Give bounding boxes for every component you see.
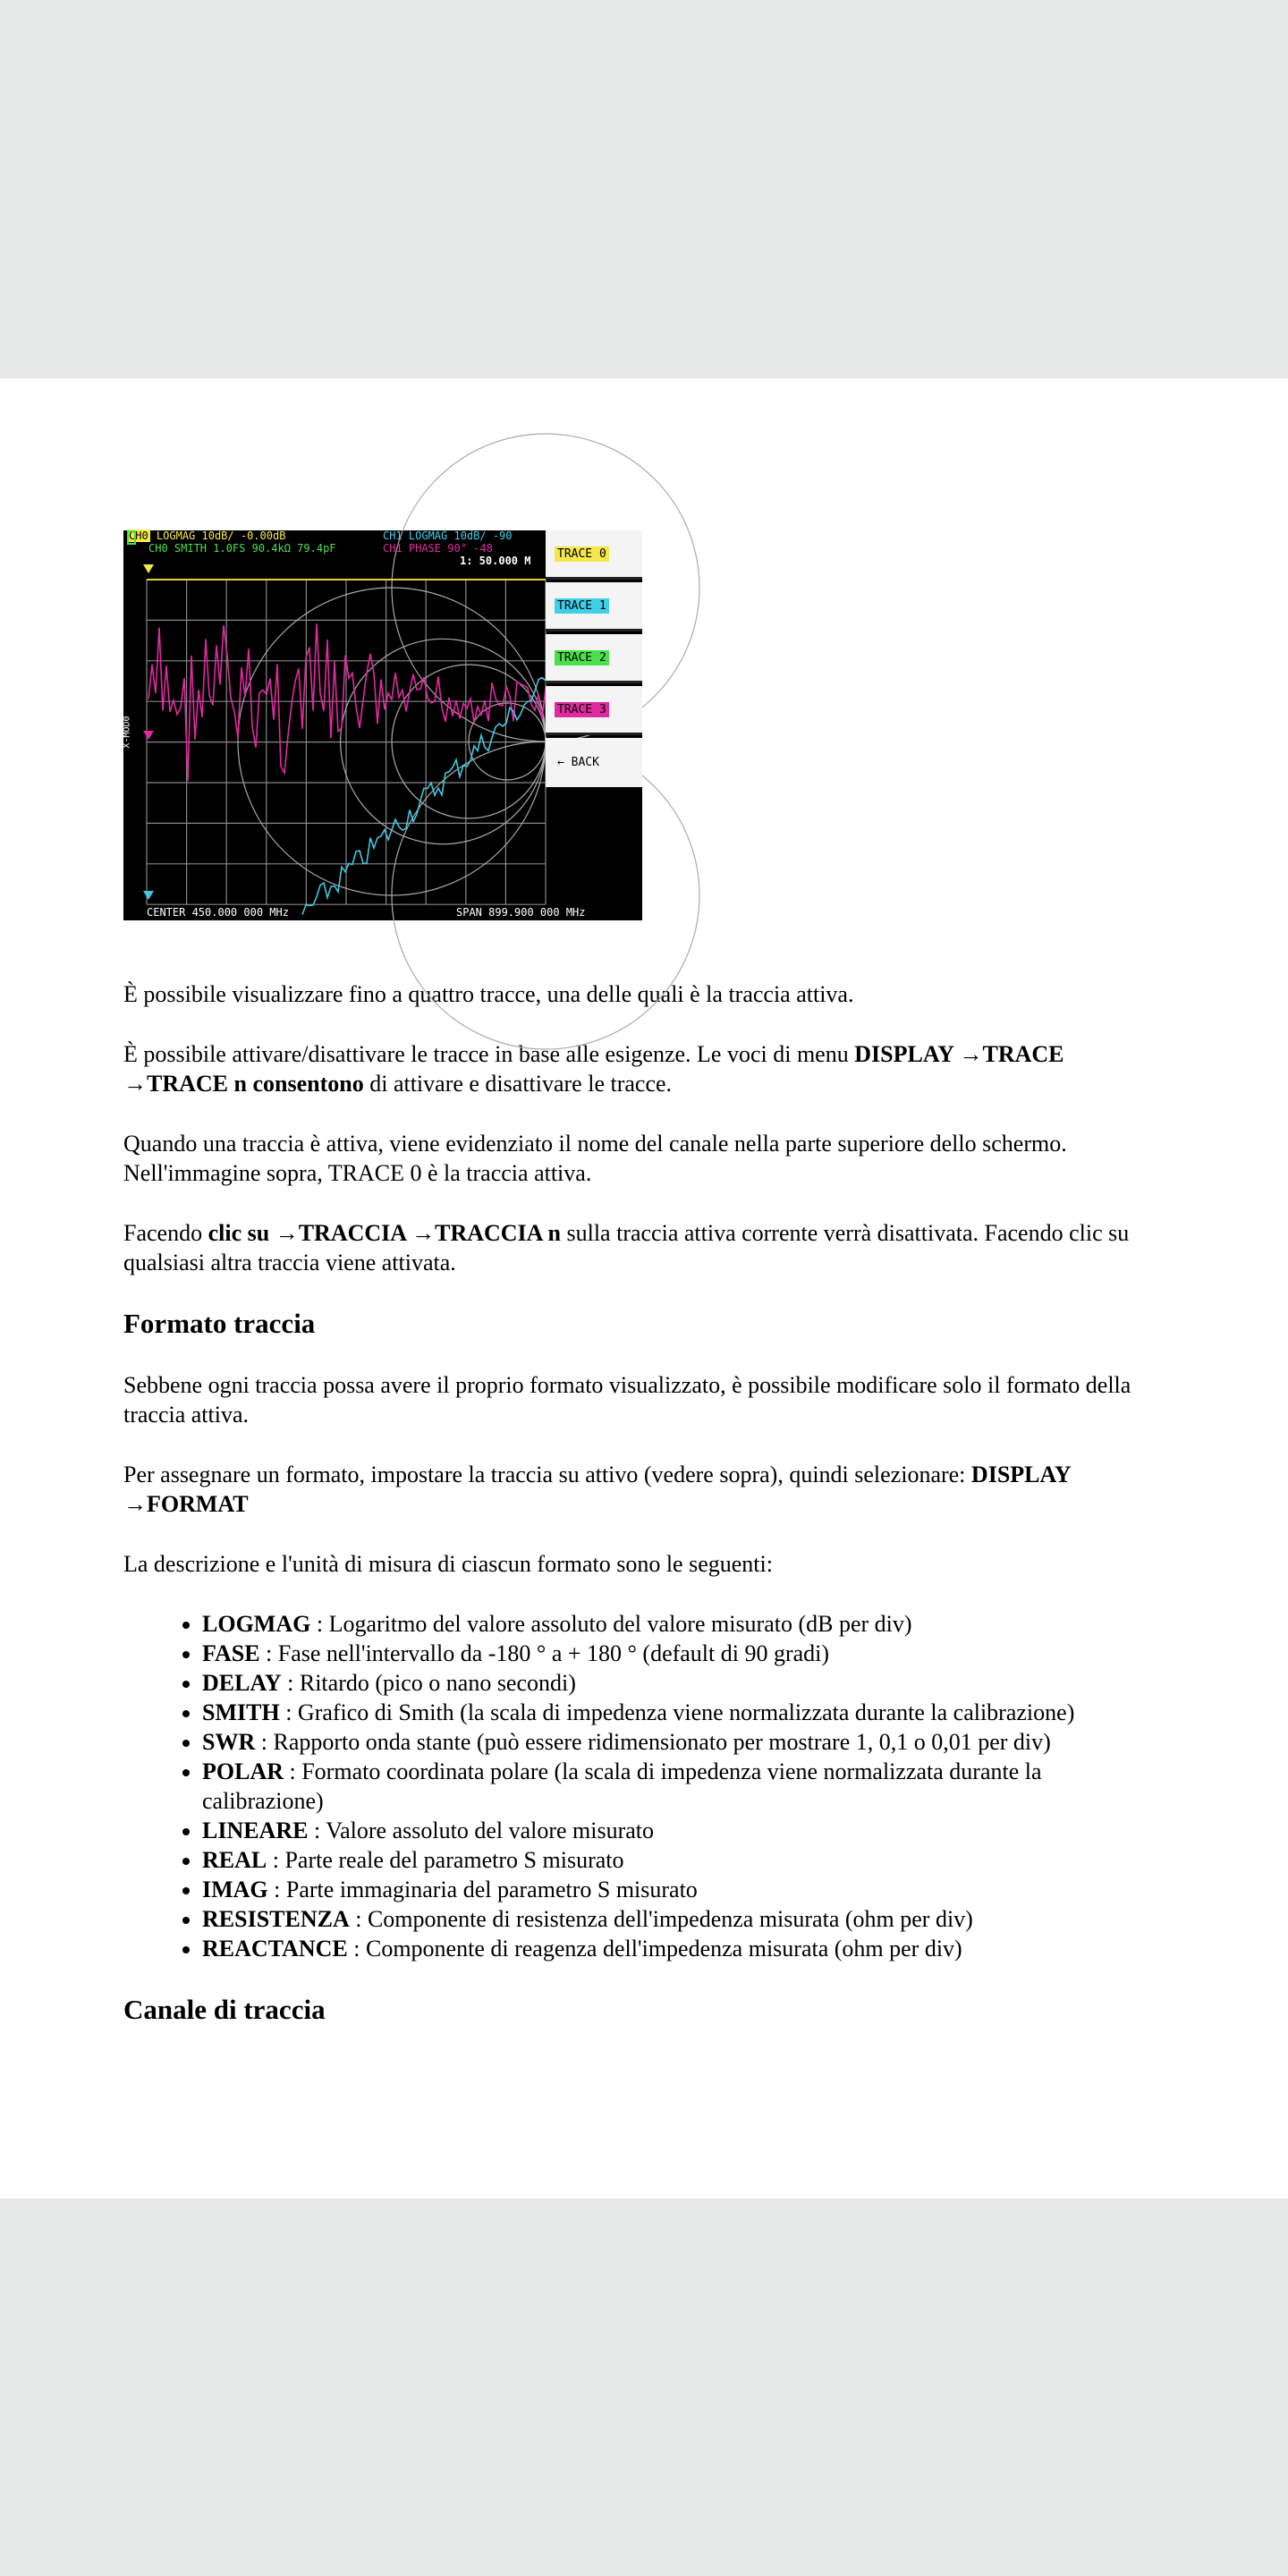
menu-trace-1-button[interactable]: TRACE 1 — [546, 582, 642, 631]
center-frequency: CENTER 450.000 000 MHz — [147, 906, 289, 919]
paragraph-format-assign: Per assegnare un formato, impostare la traccia su attivo (vedere sopra), quindi selezionare: DISPLAY →FORMAT — [123, 1462, 1071, 1517]
paragraph-trace-count: È possibile visualizzare fino a quattro tracce, una delle quali è la traccia attiva. — [123, 981, 854, 1007]
list-item: • REACTANCE : Componente di reagenza dell'impedenza misurata (ohm per div) — [202, 1934, 1152, 1963]
screen-header-ch1: CH1 LOGMAG 10dB/ -90 — [383, 530, 513, 542]
list-item: • POLAR : Formato coordinata polare (la scala di impedenza viene normalizzata durante la calibrazione) — [202, 1757, 1152, 1816]
list-item: • SMITH : Grafico di Smith (la scala di impedenza viene normalizzata durante la calibrazione) — [202, 1698, 1152, 1727]
marker-magenta-icon — [143, 731, 154, 740]
screen-header-line1: CH0 LOGMAG 10dB/ -0.00dB — [129, 530, 286, 542]
list-item: • LOGMAG : Logaritmo del valore assoluto del valore misurato (dB per div) — [202, 1609, 1152, 1639]
list-item: • SWR : Rapporto onda stante (può essere ridimensionato per mostrare 1, 0,1 o 0,01 per div) — [202, 1727, 1152, 1757]
heading-canale-di-traccia: Canale di traccia — [123, 1994, 326, 2025]
list-item: • IMAG : Parte immaginaria del parametro S misurato — [202, 1875, 1152, 1904]
trace-menu — [546, 530, 642, 788]
marker-yellow-icon — [143, 564, 154, 573]
document-content — [123, 530, 1152, 2056]
paragraph-trace-click: Facendo clic su →TRACCIA →TRACCIA n sulla traccia attiva corrente verrà disattivata. Facendo clic su qualsiasi altra traccia viene attivata. — [123, 1220, 1130, 1275]
menu-back-button[interactable]: ← BACK — [546, 738, 642, 787]
side-label: X-MOD0 — [122, 716, 132, 749]
menu-trace-3-button[interactable]: TRACE 3 — [546, 686, 642, 735]
list-item: • DELAY : Ritardo (pico o nano secondi) — [202, 1668, 1152, 1698]
list-item: • FASE : Fase nell'intervallo da -180 ° a + 180 ° (default di 90 gradi) — [202, 1639, 1152, 1668]
trace1-line — [302, 678, 546, 915]
nanovna-screenshot — [123, 530, 642, 920]
list-item: • REAL : Parte reale del parametro S misurato — [202, 1845, 1152, 1875]
screen-header-line2: CH0 SMITH 1.0FS 90.4kΩ 79.4pF — [148, 542, 336, 555]
format-list — [123, 1609, 1152, 1963]
paragraph-trace-toggle: È possibile attivare/disattivare le tracce in base alle esigenze. Le voci di menu DISPLAY →TRACE →TRACE n consentono di attivare e disattivare le tracce. — [123, 1041, 1064, 1097]
marker-readout: 1: 50.000 M — [460, 555, 531, 567]
screen-header-ch1-phase: CH1 PHASE 90° -48 — [383, 542, 493, 555]
trace3-line — [148, 623, 546, 781]
menu-trace-0-button[interactable]: TRACE 0 — [546, 530, 642, 580]
paragraph-format-intro: Sebbene ogni traccia possa avere il proprio formato visualizzato, è possibile modificare solo il formato della traccia attiva. — [123, 1372, 1131, 1428]
marker-cyan-icon — [143, 891, 154, 900]
menu-trace-2-button[interactable]: TRACE 2 — [546, 634, 642, 683]
paragraph-format-list-intro: La descrizione e l'unità di misura di ciascun formato sono le seguenti: — [123, 1551, 773, 1577]
list-item: • RESISTENZA : Componente di resistenza dell'impedenza misurata (ohm per div) — [202, 1904, 1152, 1934]
list-item: • LINEARE : Valore assoluto del valore misurato — [202, 1816, 1152, 1845]
battery-icon — [127, 530, 136, 545]
document-page — [0, 378, 1288, 2199]
span-frequency: SPAN 899.900 000 MHz — [456, 906, 586, 919]
paragraph-active-trace: Quando una traccia è attiva, viene evidenziato il nome del canale nella parte superiore dello schermo. Nell'immagine sopra, TRACE 0 è la traccia attiva. — [123, 1131, 1067, 1186]
heading-formato-traccia: Formato traccia — [123, 1308, 316, 1339]
